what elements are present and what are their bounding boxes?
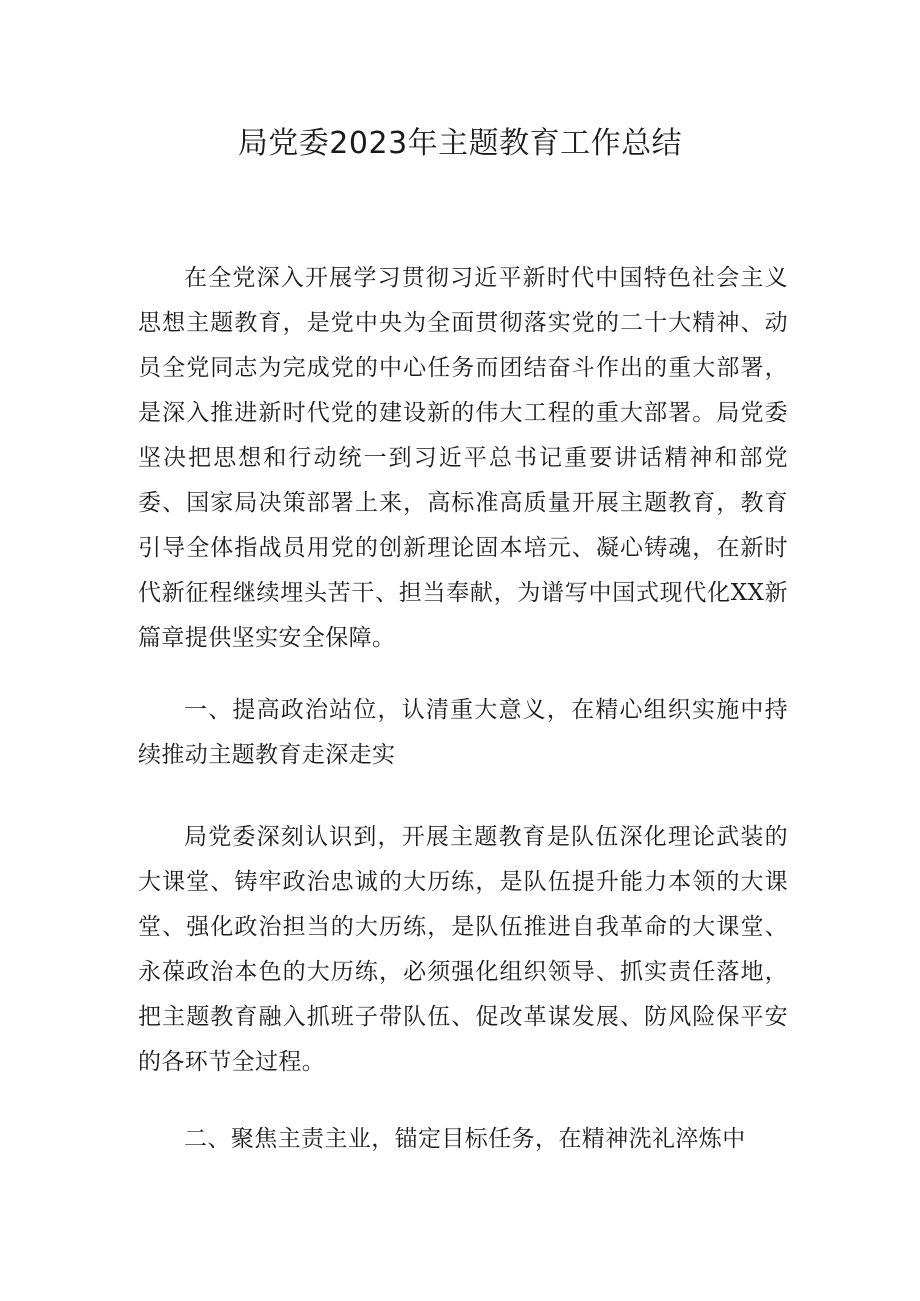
intro-paragraph: 在全党深入开展学习贯彻习近平新时代中国特色社会主义思想主题教育，是党中央为全面贯彻落实党的二十大精神、动员全党同志为完成党的中心任务而团结奋斗作出的重大部署，是深入推进新时代党的建设新的伟大工程的重大部署。局党委坚决把思想和行动统一到习近平总书记重要讲话精神和部党委、国家局决策部署上来，高标准高质量开展主题教育，教育引导全体指战员用党的创新理论固本培元、凝心铸魂，在新时代新征程继续埋头苦干、担当奉献，为谱写中国式现代化XX新篇章提供坚实安全保障。 [138, 265, 788, 651]
document-title: 局党委2023年主题教育工作总结 [237, 126, 683, 161]
section-heading-1: 一、提高政治站位，认清重大意义，在精心组织实施中持续推动主题教育走深走实 [138, 697, 788, 768]
section-heading-2: 二、聚焦主责主业，锚定目标任务，在精神洗礼淬炼中 [184, 1126, 746, 1152]
section-1-paragraph: 局党委深刻认识到，开展主题教育是队伍深化理论武装的大课堂、铸牢政治忠诚的大历练，是队伍提升能力本领的大课堂、强化政治担当的大历练，是队伍推进自我革命的大课堂、永葆政治本色的大历练，必须强化组织领导、抓实责任落地，把主题教育融入抓班子带队伍、促改革谋发展、防风险保平安的各环节全过程。 [138, 824, 788, 1075]
